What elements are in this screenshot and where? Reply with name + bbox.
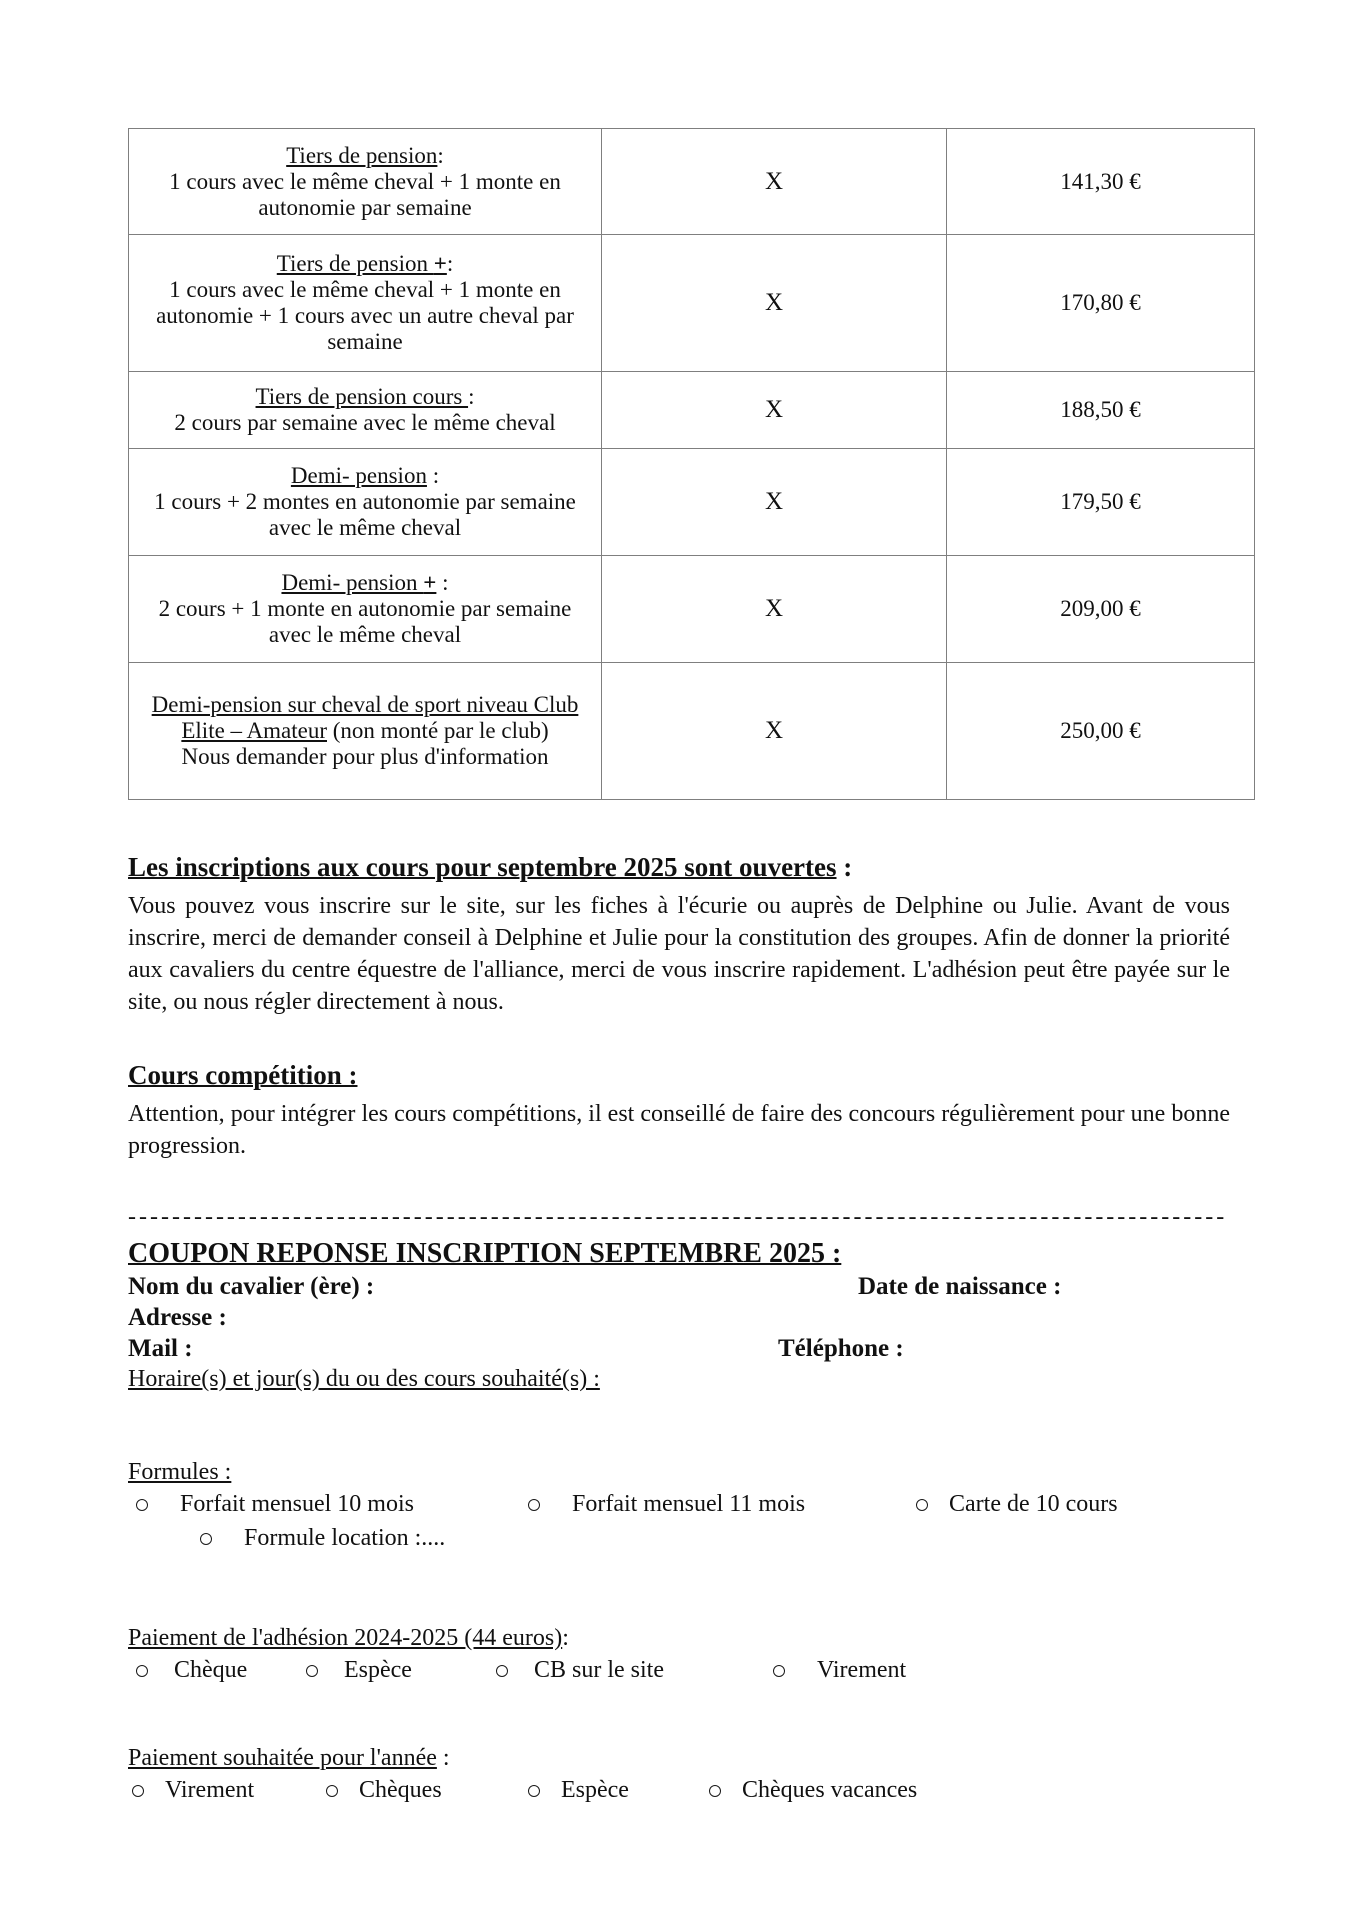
option-description: 1 cours avec le même cheval + 1 monte en autonomie + 1 cours avec un autre cheval par semaine (156, 277, 574, 354)
option-name-cell (129, 129, 602, 234)
option-name-cell (129, 556, 602, 662)
circle-bullet-icon (528, 1499, 540, 1511)
formules-heading: Formules : (128, 1459, 232, 1485)
mail-label: Mail : (128, 1335, 193, 1362)
circle-bullet-icon (528, 1785, 540, 1797)
phone-label: Téléphone : (778, 1335, 904, 1362)
selected-mark-cell: X (602, 129, 947, 234)
selected-mark-cell: X (602, 556, 947, 662)
circle-bullet-icon (306, 1665, 318, 1677)
option-description: 1 cours avec le même cheval + 1 monte en autonomie par semaine (169, 168, 561, 220)
option-formule-location: Formule location :.... (200, 1525, 445, 1552)
circle-bullet-icon (136, 1499, 148, 1511)
pension-pricing-table (128, 128, 1255, 800)
option-name-cell (129, 372, 602, 448)
option-virement: Virement (132, 1777, 254, 1804)
adhesion-payment-block (128, 1623, 1253, 1691)
option-cb-site: CB sur le site (496, 1657, 664, 1684)
mail-line (128, 1333, 1253, 1364)
circle-bullet-icon (916, 1499, 928, 1511)
option-description: 2 cours par semaine avec le même cheval (174, 410, 556, 435)
rider-name-line (128, 1271, 1253, 1302)
option-espece: Espèce (528, 1777, 629, 1804)
adhesion-options-row (128, 1657, 1253, 1691)
coupon-heading: COUPON REPONSE INSCRIPTION SEPTEMBRE 2025 : (128, 1238, 842, 1269)
selected-mark-cell: X (602, 663, 947, 799)
option-forfait-10-mois: Forfait mensuel 10 mois (136, 1491, 414, 1518)
selected-mark-cell: X (602, 372, 947, 448)
year-payment-heading: Paiement souhaitée pour l'année : (128, 1745, 450, 1771)
table-row (129, 662, 1254, 799)
option-forfait-11-mois: Forfait mensuel 11 mois (528, 1491, 805, 1518)
circle-bullet-icon (326, 1785, 338, 1797)
schedule-line (128, 1364, 1253, 1395)
adhesion-heading: Paiement de l'adhésion 2024-2025 (44 euros): (128, 1625, 569, 1651)
formules-block (128, 1457, 1253, 1559)
option-title: Tiers de pension +: (276, 251, 454, 276)
circle-bullet-icon (200, 1533, 212, 1545)
price-cell: 250,00 € (1060, 718, 1141, 743)
competition-section (128, 1058, 1253, 1162)
option-title: Demi- pension : (290, 463, 440, 488)
circle-bullet-icon (496, 1665, 508, 1677)
table-row (129, 371, 1254, 448)
price-cell: 188,50 € (1060, 397, 1141, 422)
option-title: Tiers de pension: (286, 142, 444, 168)
option-carte-10-cours: Carte de 10 cours (916, 1491, 1118, 1518)
inscriptions-heading: Les inscriptions aux cours pour septembre 2025 sont ouvertes : (128, 852, 853, 882)
year-payment-options-row (128, 1777, 1253, 1811)
inscriptions-section (128, 850, 1253, 1018)
table-row (129, 448, 1254, 555)
option-title: Demi-pension sur cheval de sport niveau Club Elite – Amateur (non monté par le club) (151, 692, 579, 743)
competition-paragraph: Attention, pour intégrer les cours compétitions, il est conseillé de faire des concours régulièrement pour une bonne progression. (128, 1101, 1230, 1159)
option-title: Demi- pension + : (281, 570, 449, 595)
price-cell: 141,30 € (1060, 168, 1141, 194)
dashed-separator: ---------------------------------------------------------------------------------------------------- (128, 1204, 1228, 1230)
year-payment-block (128, 1743, 1253, 1811)
price-cell: 170,80 € (1060, 290, 1141, 315)
table-row (129, 129, 1254, 234)
option-name-cell (129, 235, 602, 371)
option-description: Nous demander pour plus d'information (181, 744, 549, 769)
coupon-section (128, 1237, 1253, 1811)
circle-bullet-icon (709, 1785, 721, 1797)
selected-mark-cell: X (602, 235, 947, 371)
option-name-cell (129, 663, 602, 799)
option-cheques-vacances: Chèques vacances (709, 1777, 917, 1804)
birthdate-label: Date de naissance : (858, 1273, 1062, 1300)
option-name-cell (129, 449, 602, 555)
inscriptions-paragraph: Vous pouvez vous inscrire sur le site, sur les fiches à l'écurie ou auprès de Delphine ou Julie. Avant de vous inscrire, merci de demander conseil à Delphine et Julie pour la constitution des groupes. Afin de donner la priorité aux cavaliers du centre équestre de l'alliance, merci de vous inscrire rapidement. L'adhésion peut être payée sur le site, ou nous régler directement à nous. (128, 893, 1230, 1015)
rider-name-label: Nom du cavalier (ère) : (128, 1273, 375, 1300)
circle-bullet-icon (136, 1665, 148, 1677)
option-description: 2 cours + 1 monte en autonomie par semaine avec le même cheval (158, 596, 572, 647)
circle-bullet-icon (773, 1665, 785, 1677)
address-label: Adresse : (128, 1304, 227, 1331)
table-row (129, 555, 1254, 662)
option-virement: Virement (773, 1657, 906, 1684)
option-cheques: Chèques (326, 1777, 442, 1804)
price-cell: 209,00 € (1060, 596, 1141, 621)
competition-heading: Cours compétition : (128, 1060, 358, 1090)
price-cell: 179,50 € (1060, 489, 1141, 514)
formules-options-row (128, 1491, 1253, 1525)
option-cheque: Chèque (136, 1657, 247, 1684)
selected-mark-cell: X (602, 449, 947, 555)
address-line (128, 1302, 1253, 1333)
option-espece: Espèce (306, 1657, 412, 1684)
schedule-label: Horaire(s) et jour(s) du ou des cours souhaité(s) : (128, 1366, 600, 1392)
option-title: Tiers de pension cours : (255, 384, 475, 409)
circle-bullet-icon (132, 1785, 144, 1797)
formules-options-row-2 (128, 1525, 1253, 1559)
table-row (129, 234, 1254, 371)
option-description: 1 cours + 2 montes en autonomie par semaine avec le même cheval (154, 489, 576, 540)
